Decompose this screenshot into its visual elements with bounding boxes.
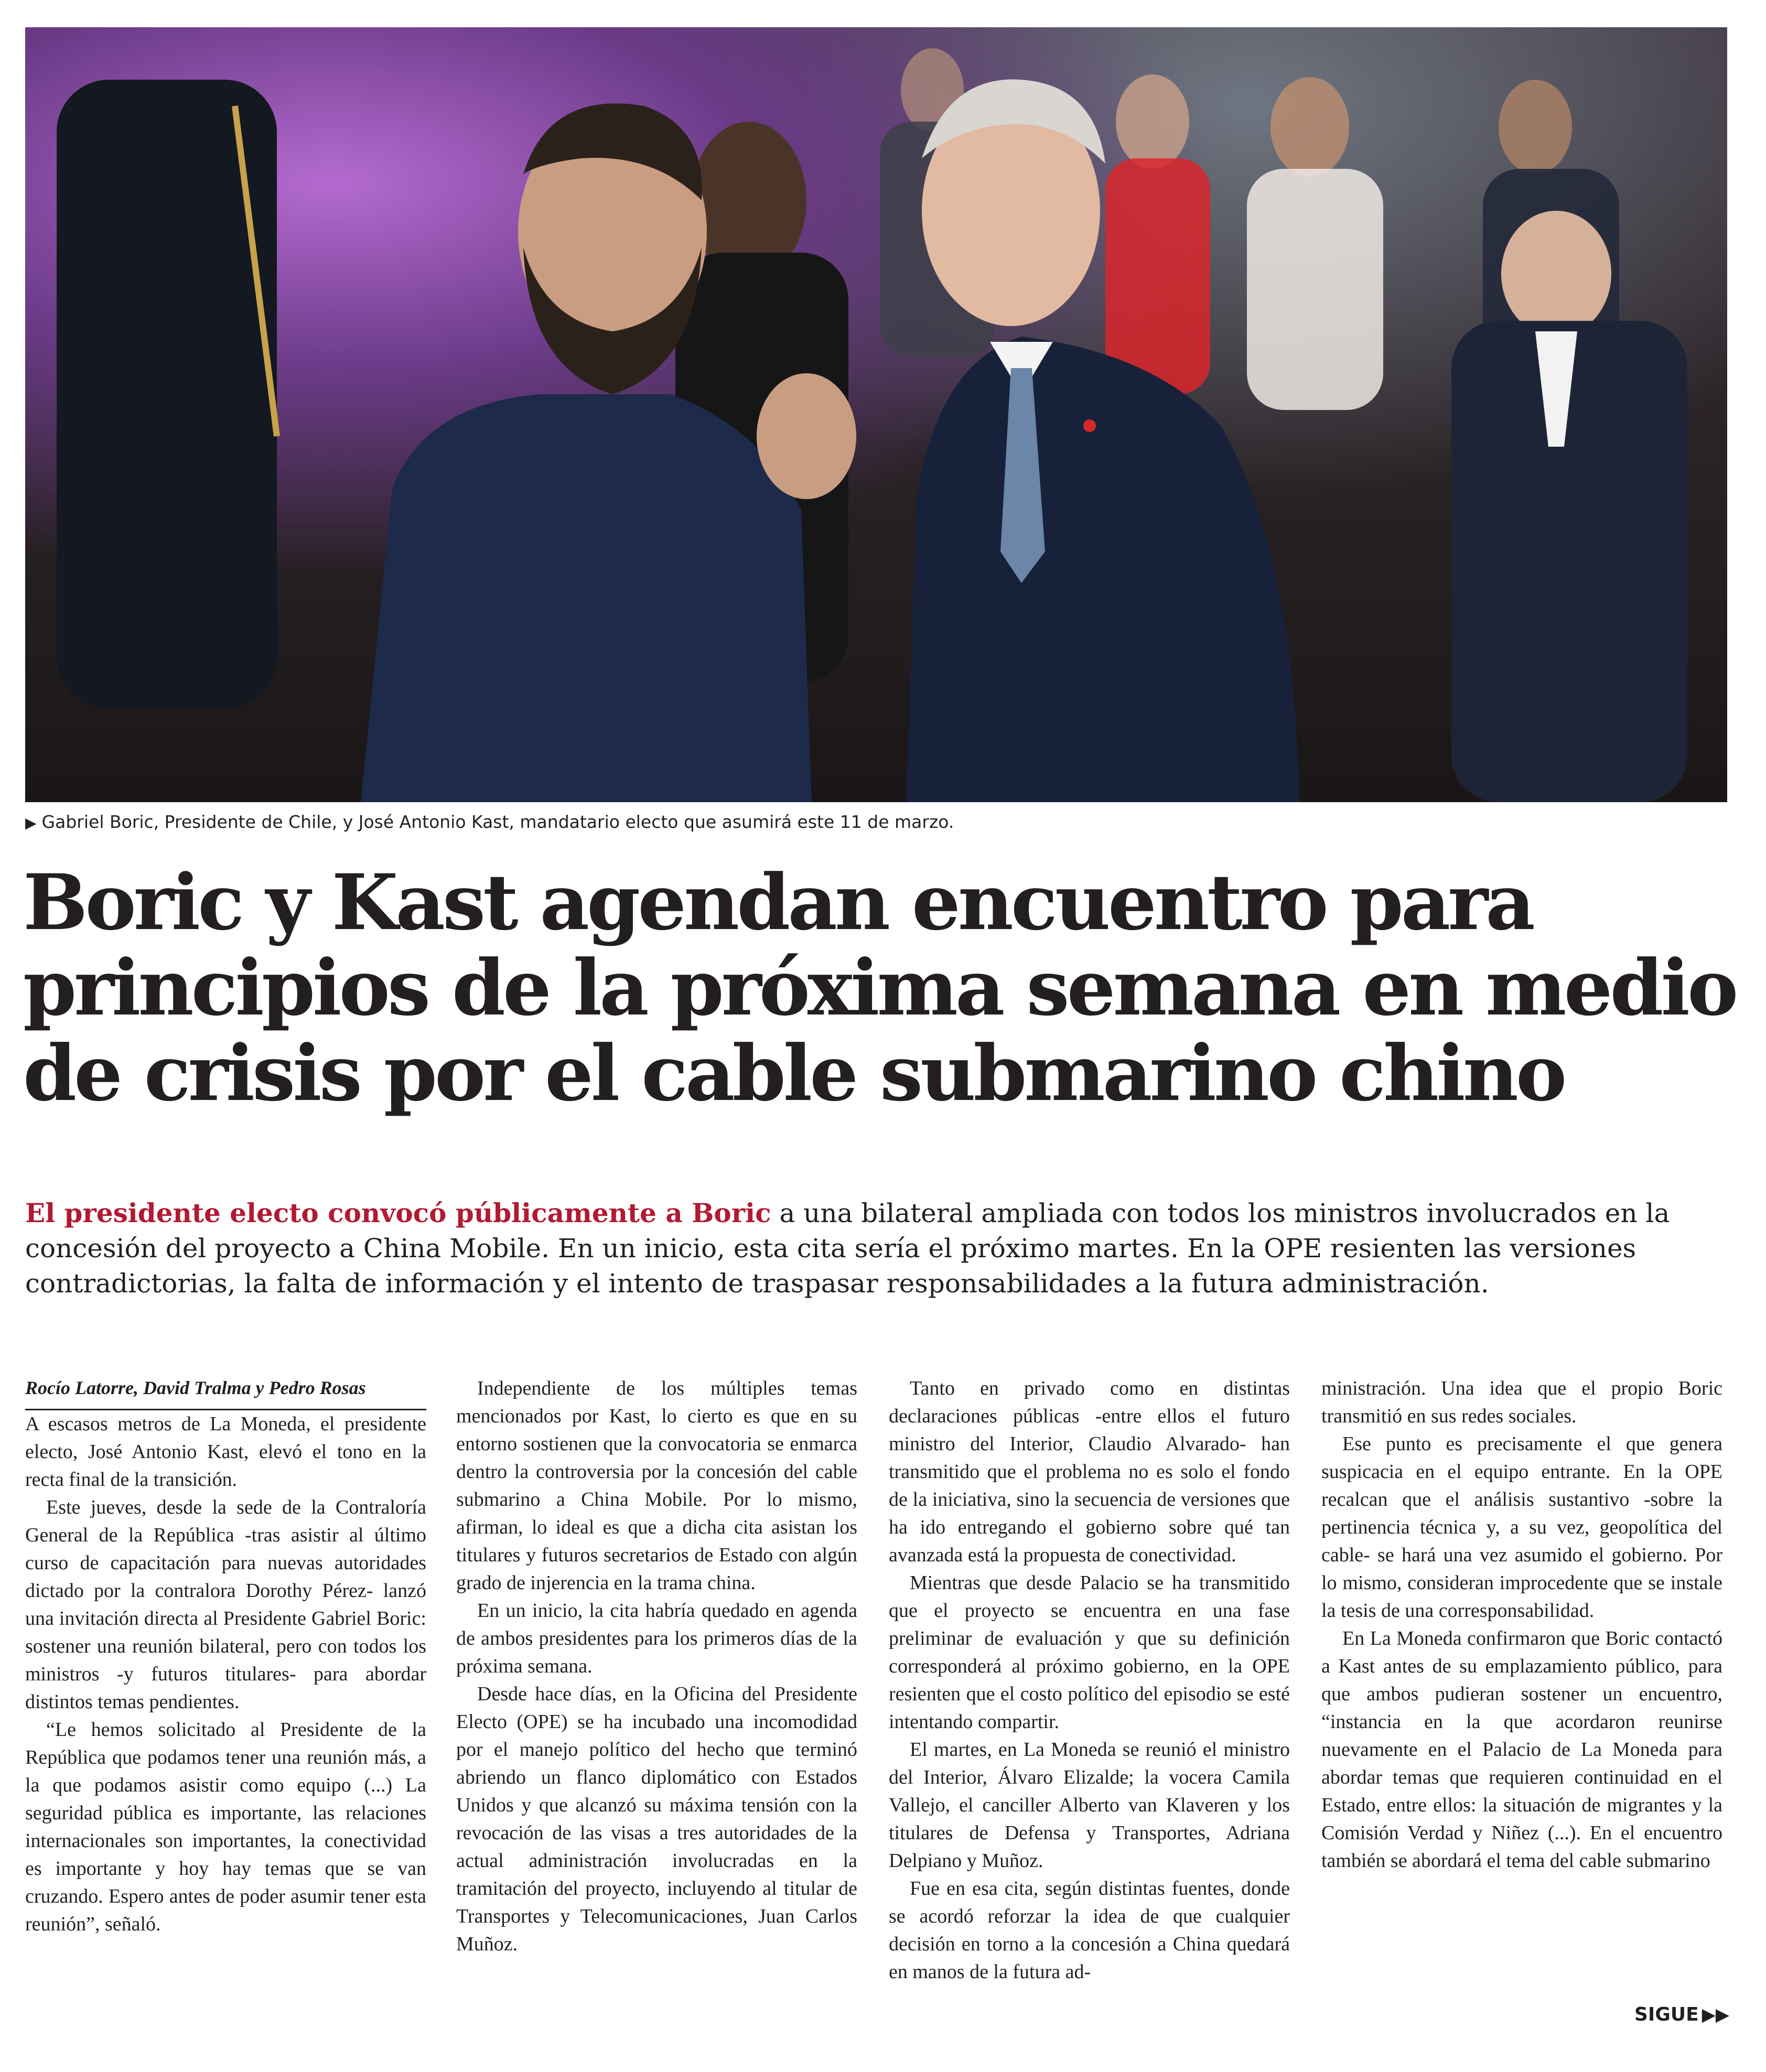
photo-illustration [25, 27, 1727, 802]
headline: Boric y Kast agendan encuentro para principios de la próxima semana en medio de crisis por el cable submarino chino [23, 858, 1736, 1118]
paragraph: A escasos metros de La Moneda, el presidente electo, José Antonio Kast, elevó el tono en la recta final de la transición. [25, 1413, 426, 1491]
deck-lead: El presidente electo convocó públicamente a Boric [25, 1197, 771, 1228]
continue-label: SIGUE [1634, 2004, 1699, 2025]
paragraph: En un inicio, la cita habría quedado en agenda de ambos presidentes para los primeros días de la próxima semana. [456, 1600, 857, 1677]
paragraph: ministración. Una idea que el propio Boric transmitió en sus redes sociales. [1321, 1377, 1722, 1427]
caption-text: Gabriel Boric, Presidente de Chile, y José Antonio Kast, mandatario electo que asumirá este 11 de marzo. [41, 812, 954, 832]
byline: Rocío Latorre, David Tralma y Pedro Rosas [25, 1375, 426, 1410]
column-4 [1321, 1375, 1722, 1875]
photo-caption [25, 812, 954, 832]
caption-arrow-icon: ▶ [25, 814, 37, 832]
paragraph: Tanto en privado como en distintas declaraciones públicas -entre ellos el futuro ministro del Interior, Claudio Alvarado- han transmitido que el problema no es solo el fondo de la iniciativa, sino la secuencia de versiones que ha ido entregando el gobierno sobre qué tan avanzada está la propuesta de conectividad. [889, 1377, 1290, 1566]
paragraph: Ese punto es precisamente el que genera suspicacia en el equipo entrante. En la OPE recalcan que el análisis sustantivo -sobre la pertinencia técnica y, a su vez, geopolítica del cable- se hará una vez asumido el gobierno. Por lo mismo, consideran improcedente que se instale la tesis de una corresponsabilidad. [1321, 1433, 1722, 1622]
column-2 [456, 1375, 857, 1958]
deck [25, 1195, 1735, 1301]
paragraph: Mientras que desde Palacio se ha transmitido que el proyecto se encuentra en una fase preliminar de evaluación y que su definición corresponderá al próximo gobierno, en la OPE resienten que el costo político del episodio se esté intentando compartir. [889, 1572, 1290, 1733]
column-1 [25, 1375, 426, 1938]
continue-marker [1634, 2004, 1729, 2025]
paragraph: El martes, en La Moneda se reunió el ministro del Interior, Álvaro Elizalde; la vocera Camila Vallejo, el canciller Alberto van Klaveren y los titulares de Defensa y Transportes, Adriana Delpiano y Muñoz. [889, 1739, 1290, 1872]
article-photo [25, 27, 1727, 802]
deck-rest: a una bilateral ampliada con todos los ministros involucrados en la concesión del proyecto a China Mobile. En un inicio, esta cita sería el próximo martes. En la OPE resienten las versiones contradictorias, la falta de información y el intento de traspasar responsabilidades a la futura administración. [25, 1198, 1670, 1299]
double-arrow-icon: ▶▶ [1702, 2004, 1729, 2025]
paragraph: En La Moneda confirmaron que Boric contactó a Kast antes de su emplazamiento público, para que ambos pudieran sostener un encuentro, “instancia en la que acordaron reunirse nuevamente en el Palacio de La Moneda para abordar temas que requieren continuidad en el Estado, entre ellos: la situación de migrantes y la Comisión Verdad y Niñez (...). En el encuentro también se abordará el tema del cable submarino [1321, 1627, 1722, 1872]
paragraph: Desde hace días, en la Oficina del Presidente Electo (OPE) se ha incubado una incomodidad por el manejo político del hecho que terminó abriendo un flanco diplomático con Estados Unidos y que alcanzó su máxima tensión con la revocación de las visas a tres autoridades de la actual administración involucradas en la tramitación del proyecto, incluyendo al titular de Transportes y Telecomunicaciones, Juan Carlos Muñoz. [456, 1683, 857, 1955]
paragraph: Fue en esa cita, según distintas fuentes, donde se acordó reforzar la idea de que cualquier decisión en torno a la concesión a China quedará en manos de la futura ad- [889, 1877, 1290, 1983]
paragraph: Independiente de los múltiples temas mencionados por Kast, lo cierto es que en su entorno sostienen que la convocatoria se enmarca dentro la controversia por la concesión del cable submarino a China Mobile. Por lo mismo, afirman, lo ideal es que a dicha cita asistan los titulares y futuros secretarios de Estado con algún grado de injerencia en la trama china. [456, 1377, 857, 1594]
paragraph: “Le hemos solicitado al Presidente de la República que podamos tener una reunión más, a la que podamos asistir como equipo (...) La seguridad pública es importante, las relaciones internacionales son importantes, la conectividad es importante y hoy hay temas que se van cruzando. Espero antes de poder asumir tener esta reunión”, señaló. [25, 1719, 426, 1935]
column-3 [889, 1375, 1290, 1986]
paragraph: Este jueves, desde la sede de la Contraloría General de la República -tras asistir al último curso de capacitación para nuevas autoridades dictado por la contralora Dorothy Pérez- lanzó una invitación directa al Presidente Gabriel Boric: sostener una reunión bilateral, pero con todos los ministros -y futuros titulares- para abordar distintos temas pendientes. [25, 1496, 426, 1713]
